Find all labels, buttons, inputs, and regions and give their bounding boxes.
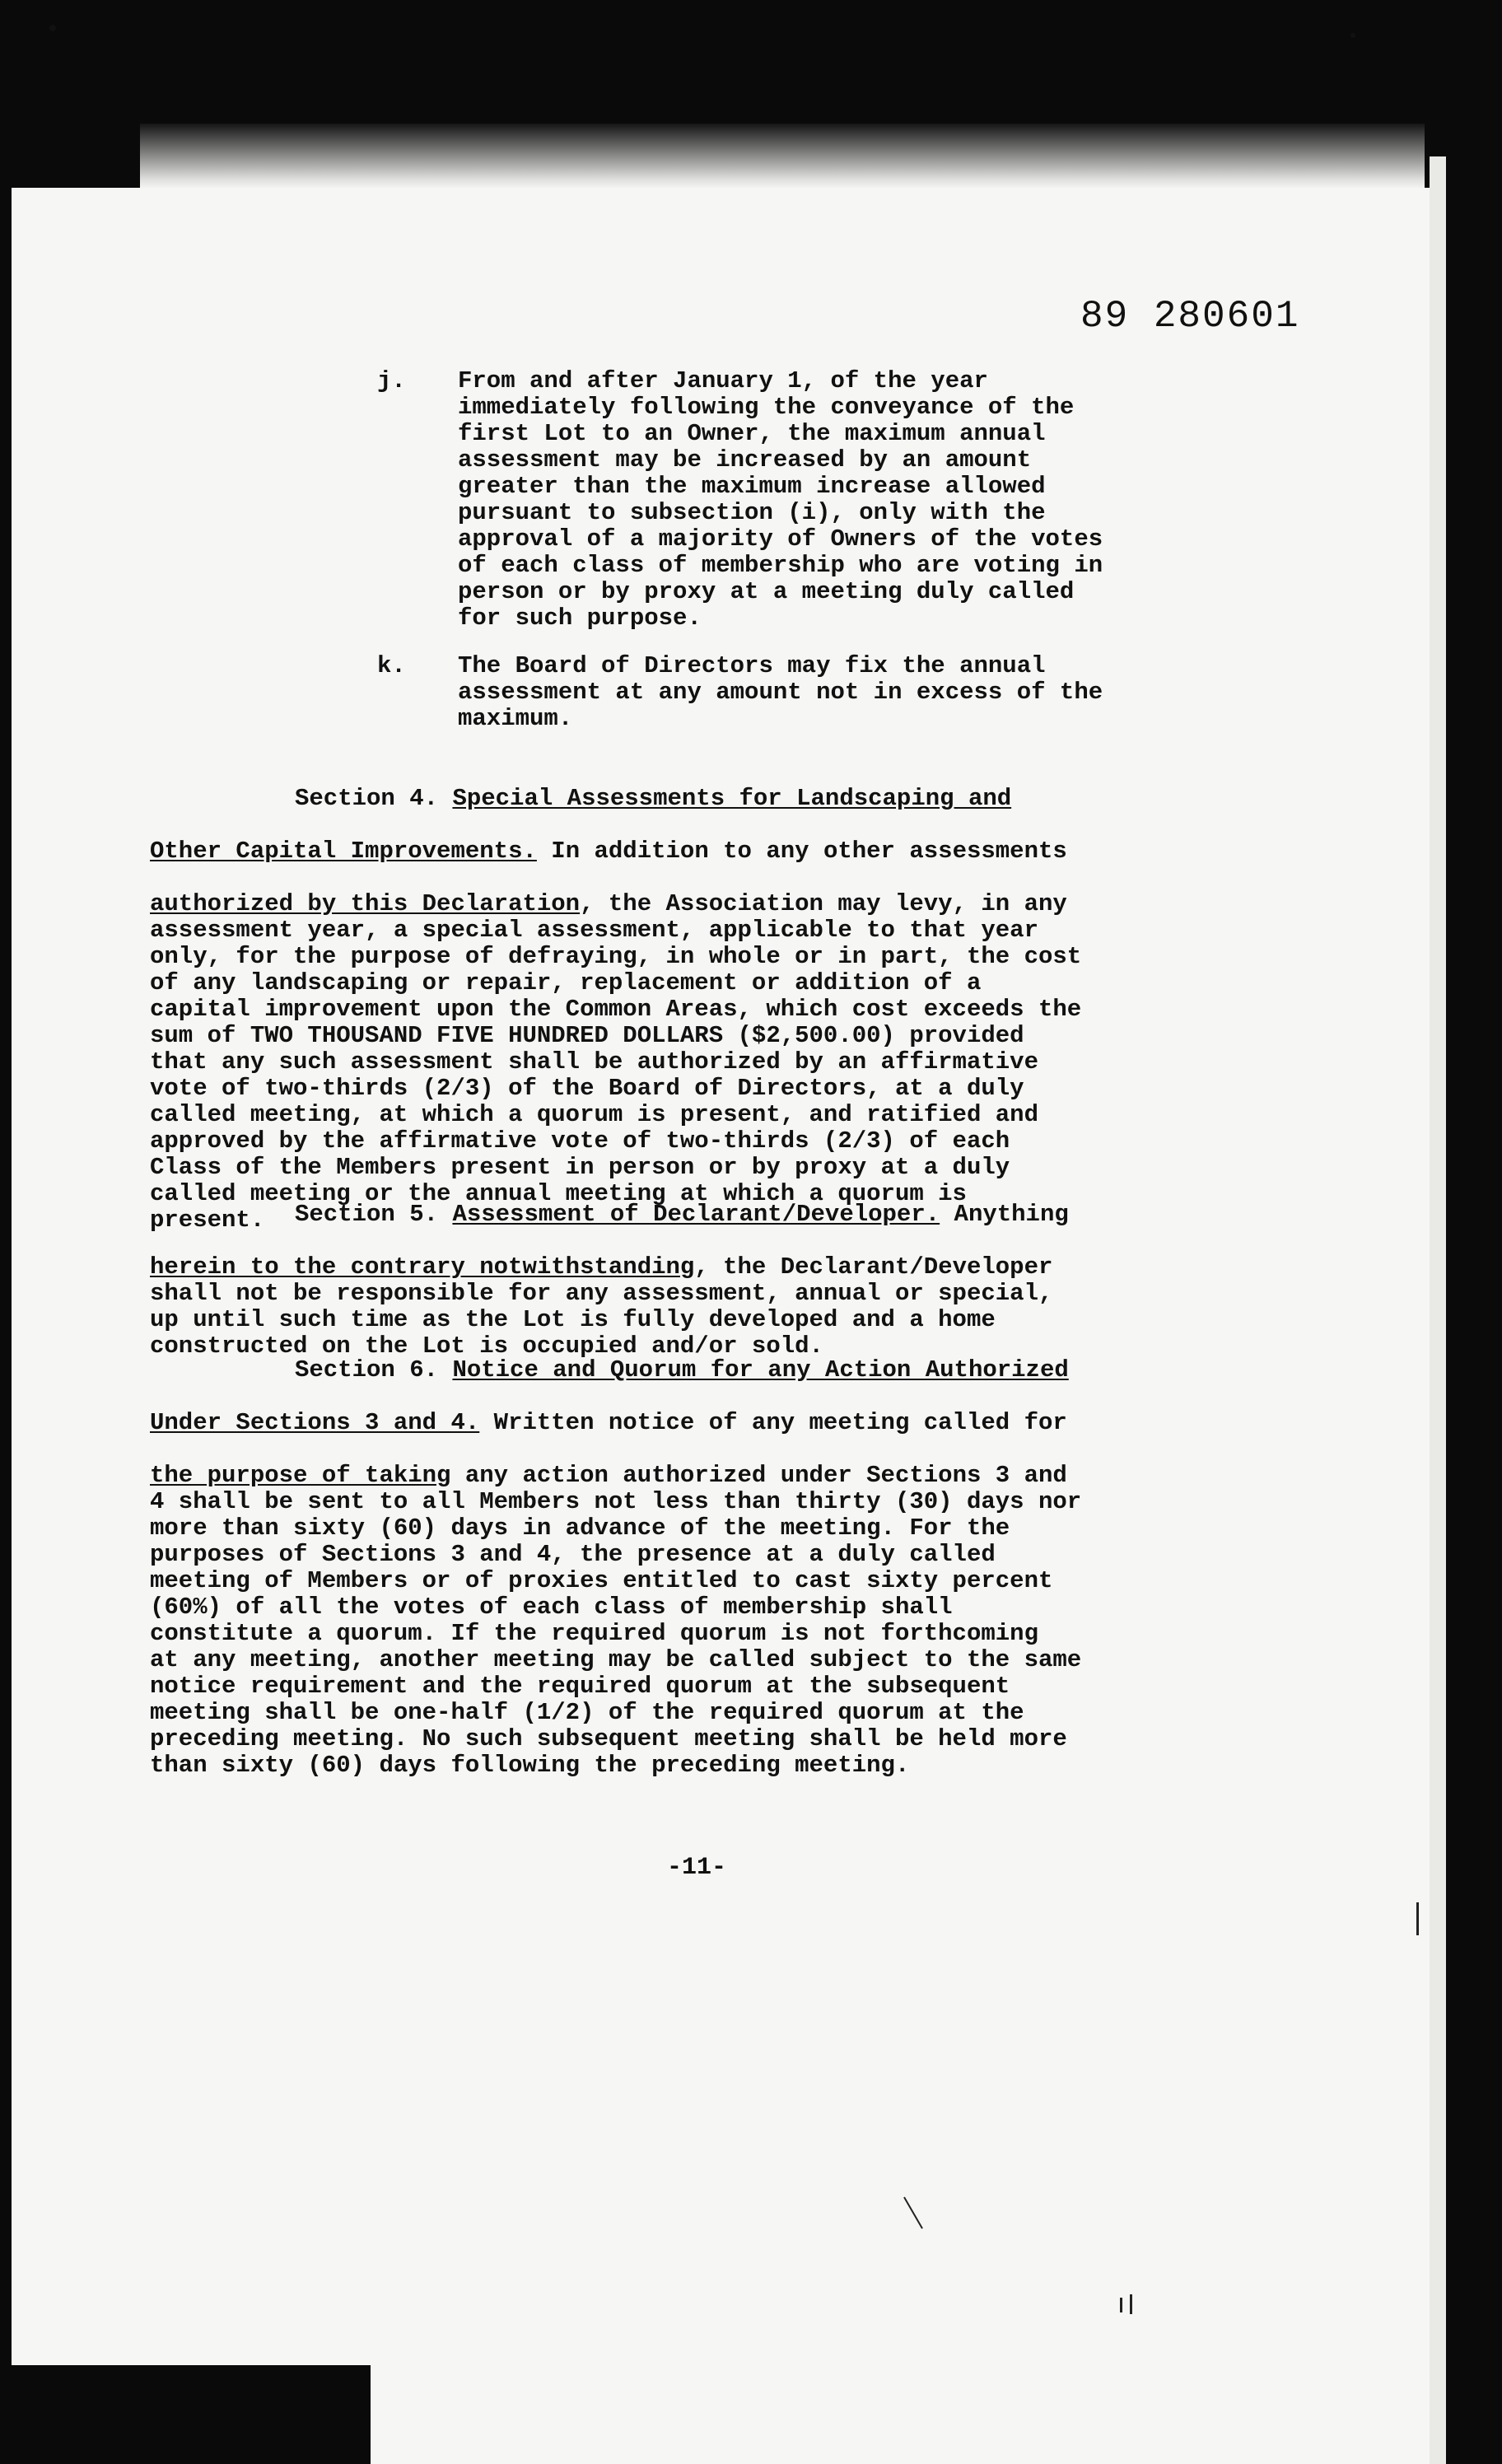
section-underlined-text: the purpose of taking	[150, 1462, 451, 1489]
section-title: Special Assessments for Landscaping and	[452, 785, 1012, 812]
section-title: Notice and Quorum for any Action Authorized	[452, 1356, 1069, 1384]
item-label: k.	[377, 652, 406, 679]
page-number: -11-	[667, 1854, 727, 1882]
section-body: , the Association may levy, in any assessment year, a special assessment, applicable to that year only, for the purpose of defraying, in whole or in part, the cost of any landscaping or repair, replacement or addition of a capital improvement upon the Common Areas, which cost exceeds the sum of TWO THOUSAND FIVE HUNDRED DOLLARS ($2,500.00) provided that any such assessment shall be authorized by an affirmative vote of two-thirds (2/3) of the Board of Directors, at a duly called meeting, at which a quorum is present, and ratified and approved by the affirmative vote of two-thirds (2/3) of each Class of the Members present in person or by proxy at a duly called meeting or the annual meeting at which a quorum is present.	[150, 890, 1082, 1234]
item-text: The Board of Directors may fix the annual assessment at any amount not in excess of the maximum.	[458, 652, 1103, 732]
section-body: In addition to any other assessments	[536, 838, 1067, 865]
section-6	[150, 1331, 1270, 1805]
section-title: Other Capital Improvements.	[150, 838, 537, 865]
section-heading: Section 4.	[295, 785, 439, 812]
section-underlined-text: authorized by this Declaration	[150, 890, 581, 917]
section-body: Written notice of any meeting called for	[479, 1409, 1067, 1436]
section-title: Under Sections 3 and 4.	[150, 1409, 480, 1436]
section-heading: Section 5.	[295, 1201, 439, 1228]
section-body: , the Declarant/Developer shall not be responsible for any assessment, annual or special, up until such time as the Lot is fully developed and a home constructed on the Lot is occupied and/or sold.	[150, 1253, 1053, 1360]
section-underlined-text: herein to the contrary notwithstanding	[150, 1253, 695, 1281]
section-body: Anything	[940, 1201, 1069, 1228]
section-heading: Section 6.	[295, 1356, 439, 1384]
item-text: From and after January 1, of the year immediately following the conveyance of the first Lot to an Owner, the maximum annual assessment may be increased by an amount greater than the maximum increase allowed pursuant to subsection (i), only with the approval of a majority of Owners of the votes of each class of membership who are voting in person or by proxy at a meeting duly called for such purpose.	[458, 367, 1103, 632]
section-body: any action authorized under Sections 3 and 4 shall be sent to all Members not less than thirty (30) days nor more than sixty (60) days in advance of the meeting. For the purposes of Sections 3 and 4, the presence at a duly called meeting of Members or of proxies entitled to cast sixty percent (60%) of all the votes of each class of membership shall constitute a quorum. If the required quorum is not forthcoming at any meeting, another meeting may be called subject to the same notice requirement and the required quorum at the subsequent meeting shall be one-half (1/2) of the required quorum at the preceding meeting. No such subsequent meeting shall be held more than sixty (60) days following the preceding meeting.	[150, 1462, 1082, 1779]
item-label: j.	[377, 367, 406, 394]
document-number: 89 280601	[1080, 295, 1300, 338]
section-title: Assessment of Declarant/Developer.	[452, 1201, 940, 1228]
